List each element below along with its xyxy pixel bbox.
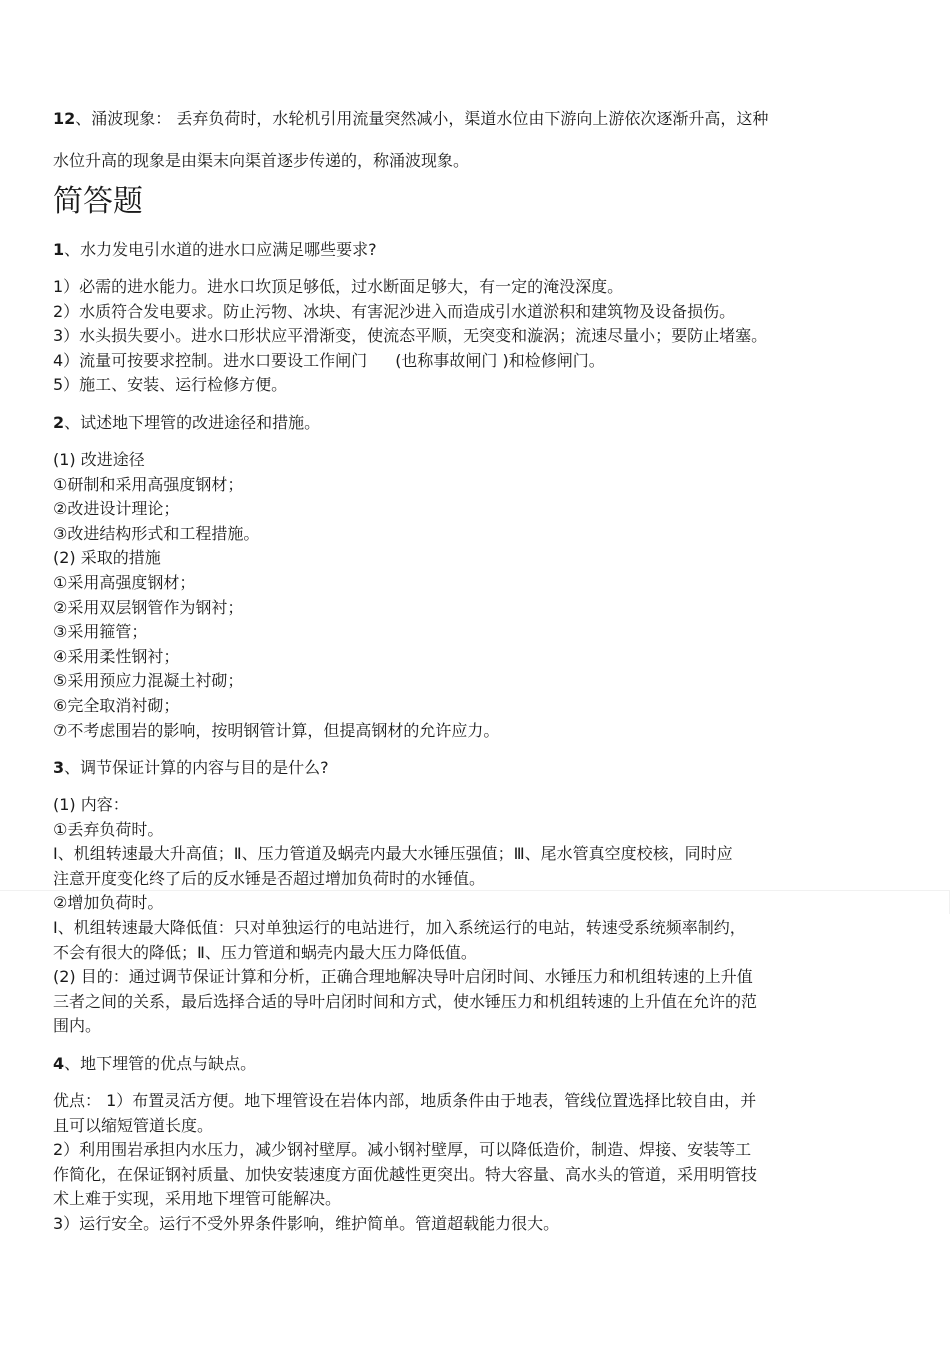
answer-line: ②改进设计理论； xyxy=(53,499,180,519)
answer-line: 不会有很大的降低；Ⅱ、压力管道和蜗壳内最大压力降低值。 xyxy=(53,942,477,962)
answer-line xyxy=(53,349,853,374)
document-page xyxy=(53,98,853,1250)
answer-line: ①研制和采用高强度钢材； xyxy=(53,474,244,494)
answer-line: 三者之间的关系，最后选择合适的导叶启闭时间和方式，使水锤压力和机组转速的上升值在允许的范 xyxy=(53,991,758,1011)
answer-line: 5）施工、安装、运行检修方便。 xyxy=(53,375,288,395)
answer-line: 注意开度变化终了后的反水锤是否超过增加负荷时的水锤值。 xyxy=(53,868,486,888)
question-number: 1 xyxy=(53,240,65,259)
answer-line: (2) 采取的措施 xyxy=(53,548,161,568)
question-4 xyxy=(53,1052,853,1076)
section-title: 简答题 xyxy=(53,184,143,219)
answer-line: 3）运行安全。运行不受外界条件影响，维护简单。管道超载能力很大。 xyxy=(53,1214,560,1233)
answer-line: Ⅰ、机组转速最大升高值；Ⅱ、压力管道及蜗壳内最大水锤压强值；Ⅲ、尾水管真空度校核，同时应 xyxy=(53,844,733,864)
answer-line: 3）水头损失要小。进水口形状应平滑渐变，使流态平顺，无突变和漩涡；流速尽量小；要防止堵塞。 xyxy=(53,326,768,346)
answer-line: ⑤采用预应力混凝土衬砌； xyxy=(53,671,244,691)
intro-line-2: 水位升高的现象是由渠末向渠首逐步传递的，称涌波现象。 xyxy=(53,151,470,170)
answer-line: ②采用双层钢管作为钢衬； xyxy=(53,597,244,617)
question-text: 、水力发电引水道的进水口应满足哪些要求? xyxy=(64,240,377,259)
answer-1 xyxy=(53,275,853,398)
answer-line: ④采用柔性钢衬； xyxy=(53,646,180,666)
answer-fragment: 4）流量可按要求控制。进水口要设工作闸门 xyxy=(53,350,368,370)
answer-line: ①丢弃负荷时。 xyxy=(53,819,164,839)
question-text: 、调节保证计算的内容与目的是什么? xyxy=(64,758,329,778)
answer-line: ②增加负荷时。 xyxy=(53,893,164,913)
answer-2 xyxy=(53,448,853,743)
answer-line: ⑥完全取消衬砌； xyxy=(53,695,180,715)
answer-line: 围内。 xyxy=(53,1016,102,1036)
question-1 xyxy=(53,238,853,262)
question-2 xyxy=(53,411,853,435)
answer-line: (1) 内容： xyxy=(53,795,129,815)
answer-line: 2）水质符合发电要求。防止污物、冰块、有害泥沙进入而造成引水道淤积和建筑物及设备损伤。 xyxy=(53,301,736,321)
answer-3 xyxy=(53,793,853,1039)
answer-4 xyxy=(53,1089,853,1237)
answer-line: ①采用高强度钢材； xyxy=(53,572,196,592)
question-number: 2 xyxy=(53,412,65,432)
answer-line: 1）必需的进水能力。进水口坎顶足够低，过水断面足够大，有一定的淹没深度。 xyxy=(53,277,624,296)
question-text: 、试述地下埋管的改进途径和措施。 xyxy=(64,412,321,432)
answer-line: (2) 目的：通过调节保证计算和分析，正确合理地解决导叶启闭时间、水锤压力和机组转速的上升值 xyxy=(53,967,753,987)
question-number: 3 xyxy=(53,758,65,778)
answer-line: Ⅰ、机组转速最大降低值：只对单独运行的电站进行，加入系统运行的电站，转速受系统频率制约， xyxy=(53,918,746,938)
item-number: 12 xyxy=(53,109,76,128)
answer-line: ③采用箍管； xyxy=(53,622,148,642)
question-number: 4 xyxy=(53,1054,65,1074)
answer-line: 优点： 1）布置灵活方便。地下埋管设在岩体内部，地质条件由于地表，管线位置选择比较自由，并 xyxy=(53,1091,757,1111)
answer-line: ③改进结构形式和工程措施。 xyxy=(53,523,260,543)
answer-line: 作简化，在保证钢衬质量、加快安装速度方面优越性更突出。特大容量、高水头的管道，采用明管技 xyxy=(53,1164,758,1184)
answer-line: 术上难于实现，采用地下埋管可能解决。 xyxy=(53,1189,342,1209)
term-definition-surge xyxy=(53,98,853,182)
answer-line: 且可以缩短管道长度。 xyxy=(53,1115,214,1135)
answer-line: (1) 改进途径 xyxy=(53,449,145,469)
answer-line: ⑦不考虑围岩的影响，按明钢管计算，但提高钢材的允许应力。 xyxy=(53,720,500,740)
answer-line: 2）利用围岩承担内水压力，减少钢衬壁厚。减小钢衬壁厚，可以降低造价，制造、焊接、安装等工 xyxy=(53,1140,752,1160)
question-3 xyxy=(53,756,853,780)
intro-line-1 xyxy=(53,98,853,140)
answer-fragment: (也称事故闸门 )和检修闸门。 xyxy=(395,350,605,370)
intro-text-1: 、涌波现象： 丢弃负荷时，水轮机引用流量突然减小，渠道水位由下游向上游依次逐渐升高，这种 xyxy=(75,109,769,128)
question-text: 、地下埋管的优点与缺点。 xyxy=(64,1054,257,1074)
